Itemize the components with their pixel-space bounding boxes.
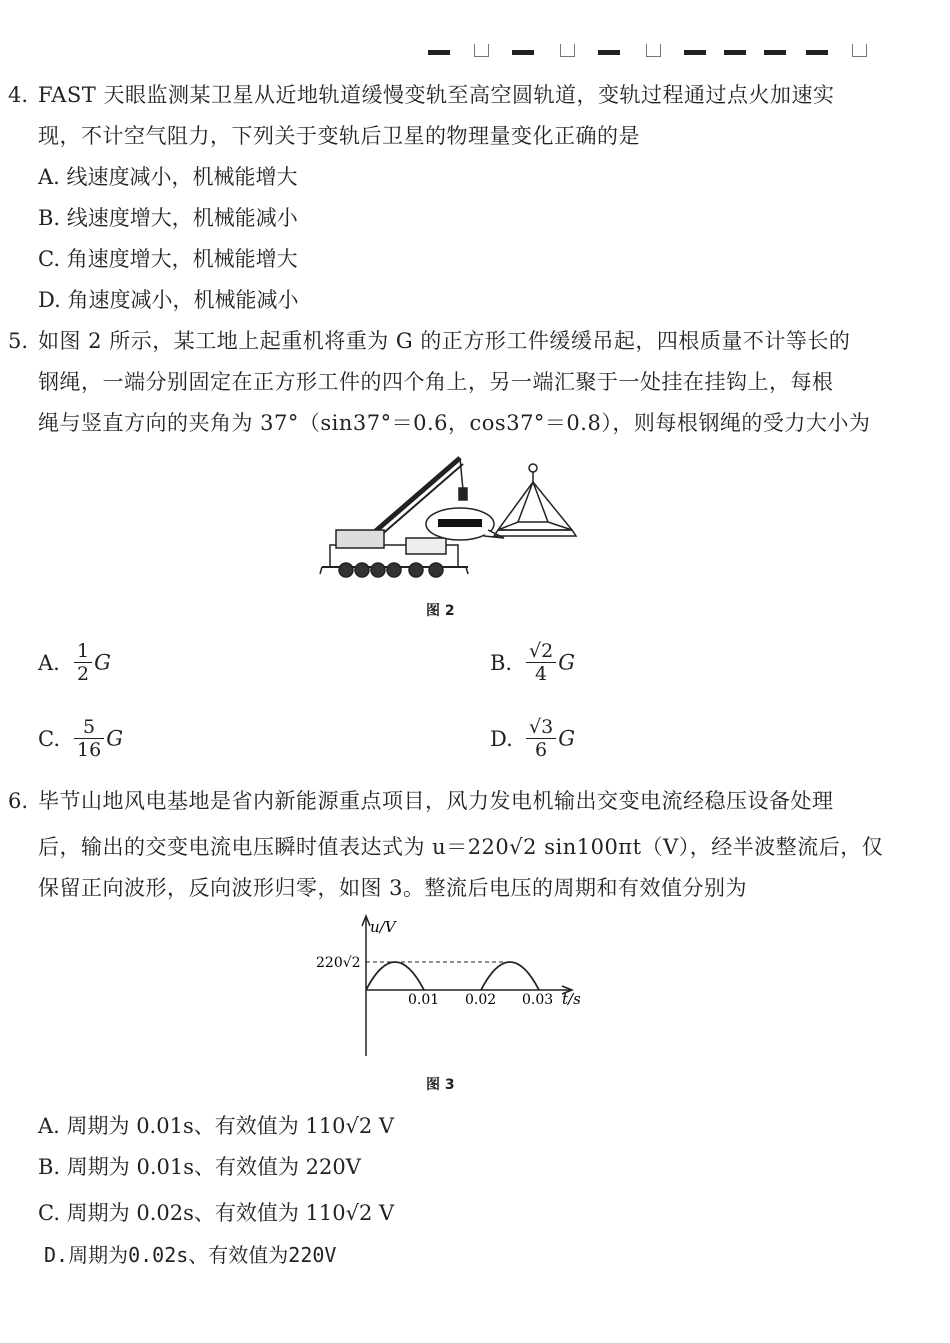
question-text: 如图 2 所示，某工地上起重机将重为 G 的正方形工件缓缓吊起，四根质量不计等长的 [38, 329, 851, 353]
header-box [852, 44, 867, 57]
option-d[interactable]: D. 角速度减小，机械能减小 [38, 288, 299, 312]
peak-label: 220√2 [316, 955, 361, 971]
option-a[interactable]: A. 线速度减小，机械能增大 [38, 165, 298, 189]
option-label: A. [38, 650, 60, 675]
fraction: $\frac{√3}{6}$ [526, 716, 556, 761]
tick-label: 0.01 [408, 992, 440, 1008]
header-box [474, 44, 489, 57]
option-d[interactable]: D. $\frac{√3}{6}$ G [490, 716, 575, 761]
fraction: $\frac{5}{16}$ [74, 716, 104, 761]
header-box [560, 44, 575, 57]
y-axis-label: u/V [370, 918, 396, 936]
option-b[interactable]: B. 周期为 0.01s、有效值为 220V [38, 1155, 361, 1179]
option-b[interactable]: B. 线速度增大，机械能减小 [38, 206, 298, 230]
header-mark [684, 50, 706, 55]
voltage-graph [300, 912, 600, 1062]
question-text: 现，不计空气阻力，下列关于变轨后卫星的物理量变化正确的是 [38, 124, 640, 148]
header-box [646, 44, 661, 57]
option-label: D. [490, 726, 513, 751]
question-text: 毕节山地风电基地是省内新能源重点项目，风力发电机输出交变电流经稳压设备处理 [38, 789, 834, 813]
question-text: FAST 天眼监测某卫星从近地轨道缓慢变轨至高空圆轨道，变轨过程通过点火加速实 [38, 83, 835, 107]
header-mark [428, 50, 450, 55]
fraction: $\frac{√2}{4}$ [526, 640, 556, 685]
header-mark [598, 50, 620, 55]
question-number: 6. [8, 789, 29, 813]
crane-figure [318, 450, 588, 585]
option-d[interactable]: D.周期为0.02s、有效值为220V [44, 1243, 337, 1267]
header-mark [764, 50, 786, 55]
question-text: 保留正向波形，反向波形归零，如图 3。整流后电压的周期和有效值分别为 [38, 876, 748, 900]
header-mark [806, 50, 828, 55]
option-c[interactable]: C. $\frac{5}{16}$ G [38, 716, 123, 761]
figure-caption: 图 2 [426, 603, 455, 619]
option-c[interactable]: C. 周期为 0.02s、有效值为 110√2 V [38, 1201, 395, 1225]
question-text: 钢绳，一端分别固定在正方形工件的四个角上，另一端汇聚于一处挂在挂钩上，每根 [38, 370, 834, 394]
question-text: 绳与竖直方向的夹角为 37°（sin37°＝0.6，cos37°＝0.8），则每根钢绳的受力大小为 [38, 411, 871, 435]
figure-caption: 图 3 [426, 1077, 455, 1093]
question-number: 4. [8, 83, 29, 107]
header-mark [512, 50, 534, 55]
header-mark [724, 50, 746, 55]
option-a[interactable]: A. $\frac{1}{2}$ G [38, 640, 111, 685]
tick-label: 0.03 [522, 992, 554, 1008]
x-axis-label: t/s [562, 990, 581, 1008]
fraction: $\frac{1}{2}$ [74, 640, 92, 685]
option-a[interactable]: A. 周期为 0.01s、有效值为 110√2 V [38, 1114, 395, 1138]
question-number: 5. [8, 329, 29, 353]
option-label: C. [38, 726, 60, 751]
option-c[interactable]: C. 角速度增大，机械能增大 [38, 247, 298, 271]
option-label: B. [490, 650, 513, 675]
question-text: 后，输出的交变电流电压瞬时值表达式为 u＝220√2 sin100πt（V），经半波整流后，仅 [38, 835, 884, 859]
option-b[interactable]: B. $\frac{√2}{4}$ G [490, 640, 575, 685]
tick-label: 0.02 [465, 992, 497, 1008]
